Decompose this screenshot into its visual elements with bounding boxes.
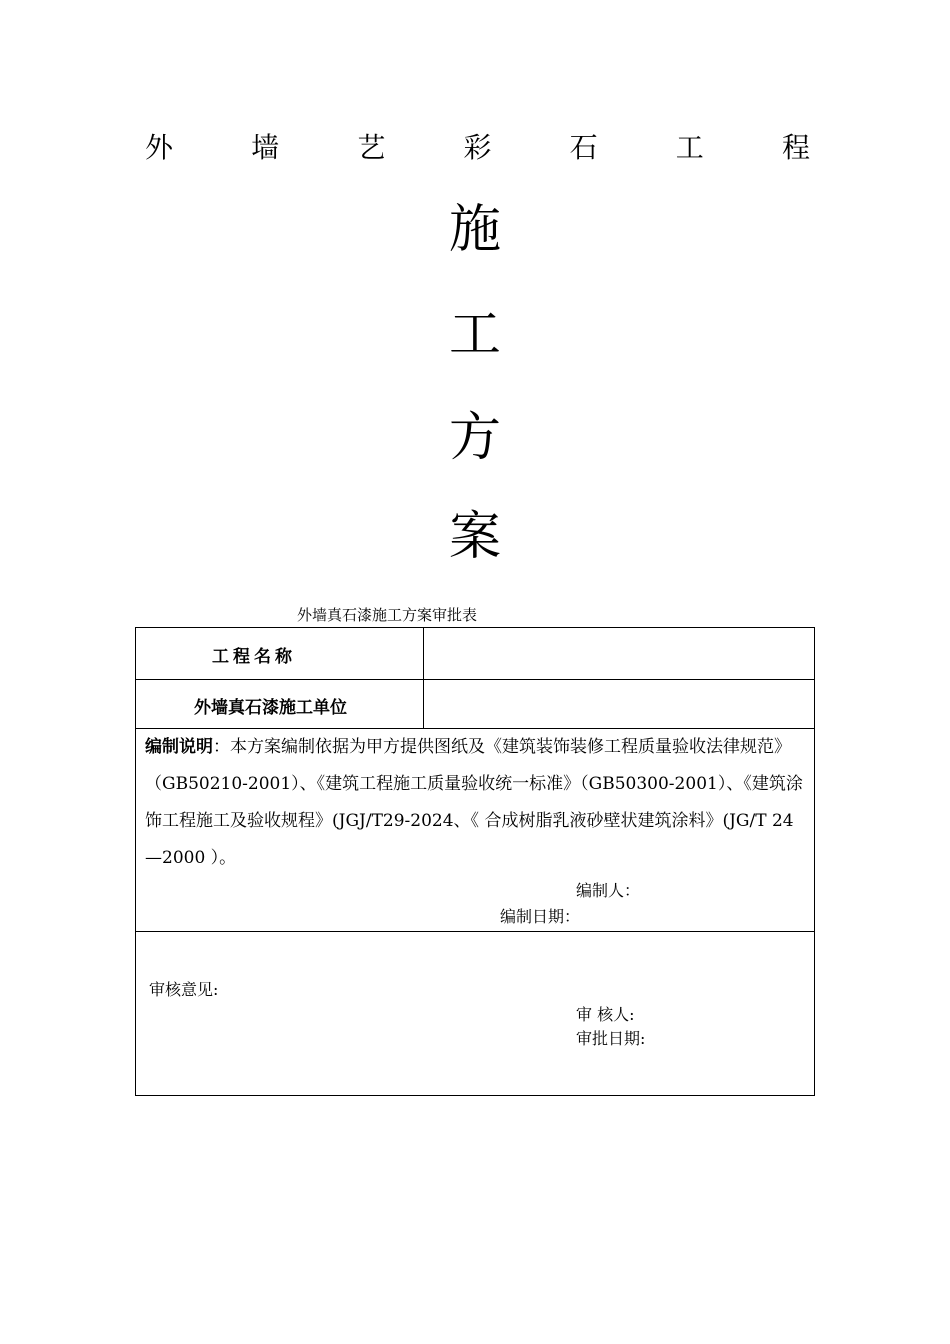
description-colon: ： <box>213 737 230 757</box>
unit-label-cell <box>136 680 424 728</box>
compile-date-label: 编制日期： <box>500 907 581 926</box>
project-name-value <box>424 628 814 679</box>
project-name-label: 工程名称 <box>212 647 296 667</box>
cover-big-char: 施 <box>448 200 501 260</box>
description-text <box>145 729 807 877</box>
unit-value <box>424 680 814 728</box>
cover-big-char: 方 <box>448 408 501 468</box>
review-label: 审核意见: <box>149 980 219 999</box>
project-name-row <box>136 628 814 680</box>
compiler-label: 编制人： <box>576 881 641 900</box>
description-body: 本方案编制依据为甲方提供图纸及《建筑装饰装修工程质量验收法律规范》（GB50210-2001）、《建筑工程施工质量验收统一标准》（GB50300-2001）、《建筑涂饰工程施工及验收规程》(JGJ/T29-2024、《 合成树脂乳液砂壁状建筑涂料》(JG/T 24—2000 ）。 <box>145 737 803 868</box>
approval-table <box>135 627 815 1096</box>
unit-row <box>136 680 814 729</box>
description-heading: 编制说明 <box>145 737 213 757</box>
description-row <box>136 729 814 932</box>
project-name-label-cell <box>136 628 424 679</box>
cover-title-char: 墙 <box>251 131 280 164</box>
table-caption: 外墙真石漆施工方案审批表 <box>297 606 478 624</box>
cover-title-char: 艺 <box>357 131 386 164</box>
reviewer-label: 审 核人: <box>576 1005 635 1024</box>
cover-title-char: 工 <box>675 131 704 164</box>
review-row <box>136 932 814 1095</box>
cover-title-char: 外 <box>145 131 174 164</box>
cover-title-char: 程 <box>781 131 810 164</box>
cover-title-char: 石 <box>569 131 598 164</box>
cover-title-char: 彩 <box>463 131 492 164</box>
cover-big-char: 工 <box>448 305 501 365</box>
cover-big-char: 案 <box>448 507 501 567</box>
cover-title <box>145 128 810 168</box>
unit-label: 外墙真石漆施工单位 <box>194 698 347 718</box>
approve-date-label: 审批日期: <box>576 1029 646 1048</box>
